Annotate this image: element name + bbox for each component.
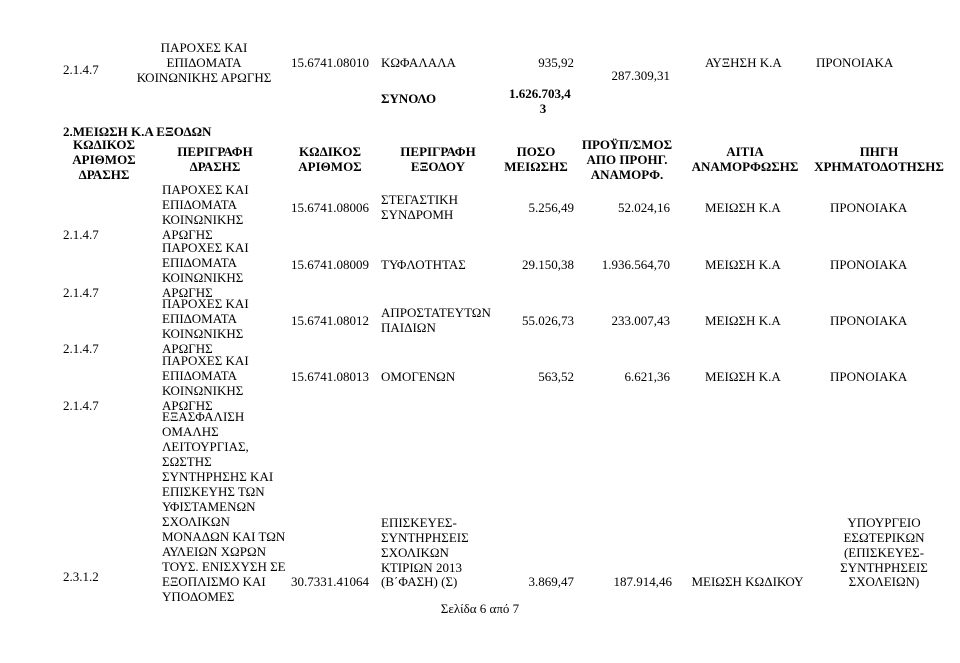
row-desc-line: ΠΑΡΟΧΕΣ ΚΑΙ <box>162 353 249 368</box>
row-desc-line: ΣΥΝΤΗΡΗΣΗΣ ΚΑΙ <box>162 469 274 484</box>
header-exp-code: ΚΩΔΙΚΟΣ <box>299 144 361 159</box>
row-exp-desc-line: ΣΧΟΛΙΚΩΝ <box>381 545 449 560</box>
row-amount: 55.026,73 <box>522 313 574 328</box>
row-exp-code: 15.6741.08012 <box>291 313 369 328</box>
top-row-exp-desc: ΚΩΦΑΛΑΛΑ <box>381 55 456 70</box>
top-row-desc-line: ΠΑΡΟΧΕΣ ΚΑΙ <box>160 40 248 55</box>
row-exp-desc-line: ΚΤΙΡΙΩΝ 2013 <box>381 560 462 575</box>
row-exp-desc-line: (Β΄ΦΑΣΗ) (Σ) <box>381 574 458 589</box>
row-code: 2.1.4.7 <box>63 398 99 413</box>
row-desc-line: ΚΟΙΝΩΝΙΚΗΣ <box>162 270 244 285</box>
row-desc-line: ΕΠΙΔΟΜΑΤΑ <box>162 255 237 270</box>
row-exp-desc-line: ΤΥΦΛΟΤΗΤΑΣ <box>381 257 466 272</box>
total-value-line: 3 <box>539 101 547 116</box>
row-source: ΠΡΟΝΟΙΑΚΑ <box>830 369 908 384</box>
header-exp-desc: ΕΞΟΔΟΥ <box>410 159 466 174</box>
header-budget: ΑΠΟ ΠΡΟΗΓ. <box>586 152 668 167</box>
row-amount: 3.869,47 <box>528 574 574 589</box>
row-desc-line: ΕΠΙΣΚΕΥΗΣ ΤΩΝ <box>162 484 265 499</box>
row-exp-desc-line: ΣΥΝΤΗΡΗΣΕΙΣ <box>381 530 469 545</box>
row-exp-desc-line: ΕΠΙΣΚΕΥΕΣ- <box>381 515 457 530</box>
total-value-line: 1.626.703,4 <box>509 86 571 101</box>
row-code: 2.1.4.7 <box>63 227 99 242</box>
row-source: ΠΡΟΝΟΙΑΚΑ <box>830 313 908 328</box>
row-desc-line: ΠΑΡΟΧΕΣ ΚΑΙ <box>162 240 249 255</box>
header-source: ΠΗΓΗ <box>859 144 899 159</box>
page-number: Σελίδα 6 από 7 <box>440 601 520 616</box>
row-exp-desc-line: ΟΜΟΓΕΝΩΝ <box>381 369 456 384</box>
row-desc-line: ΠΑΡΟΧΕΣ ΚΑΙ <box>162 182 249 197</box>
row-source-line: ΣΧΟΛΕΙΩΝ) <box>848 574 920 589</box>
row-code: 2.1.4.7 <box>63 285 99 300</box>
row-exp-desc-line: ΣΥΝΔΡΟΜΗ <box>381 207 454 222</box>
row-cause: ΜΕΙΩΣΗ Κ.Α <box>705 200 781 215</box>
row-desc-line: ΥΦΙΣΤΑΜΕΝΩΝ <box>162 499 256 514</box>
top-row-exp-code: 15.6741.08010 <box>291 55 369 70</box>
header-cause: ΑΙΤΙΑ <box>726 144 764 159</box>
header-budget: ΠΡΟΫΠ/ΣΜΟΣ <box>581 137 673 152</box>
header-source: ΧΡΗΜΑΤΟΔΟΤΗΣΗΣ <box>814 159 944 174</box>
row-desc-line: ΑΡΩΓΗΣ <box>162 285 213 300</box>
row-desc-line: ΥΠΟΔΟΜΕΣ <box>162 589 235 604</box>
header-amount: ΠΟΣΟ <box>516 144 556 159</box>
top-row-source: ΠΡΟΝΟΙΑΚΑ <box>816 55 894 70</box>
row-amount: 29.150,38 <box>522 257 574 272</box>
row-code: 2.1.4.7 <box>63 341 99 356</box>
header-desc: ΠΕΡΙΓΡΑΦΗ <box>177 144 253 159</box>
row-cause: ΜΕΙΩΣΗ ΚΩΔΙΚΟΥ <box>691 574 804 589</box>
row-desc-line: ΑΥΛΕΙΩΝ ΧΩΡΩΝ <box>162 544 266 559</box>
row-amount: 563,52 <box>538 369 574 384</box>
row-budget: 233.007,43 <box>611 313 670 328</box>
row-budget: 1.936.564,70 <box>601 257 670 272</box>
header-code: ΑΡΙΘΜΟΣ <box>72 152 136 167</box>
top-row-desc-line: ΚΟΙΝΩΝΙΚΗΣ ΑΡΩΓΗΣ <box>136 70 272 85</box>
row-source-line: ΥΠΟΥΡΓΕΙΟ <box>847 515 921 530</box>
top-row-amount: 935,92 <box>538 55 574 70</box>
row-source: ΠΡΟΝΟΙΑΚΑ <box>830 200 908 215</box>
row-desc-line: ΕΞΟΠΛΙΣΜΟ ΚΑΙ <box>162 574 266 589</box>
row-desc-line: ΤΟΥΣ. ΕΝΙΣΧΥΣΗ ΣΕ <box>162 559 286 574</box>
row-source: ΠΡΟΝΟΙΑΚΑ <box>830 257 908 272</box>
row-source-line: (ΕΠΙΣΚΕΥΕΣ- <box>843 545 925 560</box>
header-code: ΔΡΑΣΗΣ <box>78 167 130 182</box>
row-cause: ΜΕΙΩΣΗ Κ.Α <box>705 313 781 328</box>
row-budget: 52.024,16 <box>618 200 670 215</box>
top-row-desc-line: ΕΠΙΔΟΜΑΤΑ <box>166 55 242 70</box>
top-row-budget: 287.309,31 <box>611 68 670 83</box>
row-desc-line: ΠΑΡΟΧΕΣ ΚΑΙ <box>162 296 249 311</box>
header-amount: ΜΕΙΩΣΗΣ <box>504 159 568 174</box>
row-desc-line: ΑΡΩΓΗΣ <box>162 398 213 413</box>
row-budget: 187.914,46 <box>613 574 672 589</box>
row-cause: ΜΕΙΩΣΗ Κ.Α <box>705 257 781 272</box>
row-desc-line: ΕΠΙΔΟΜΑΤΑ <box>162 368 237 383</box>
row-desc-line: ΕΠΙΔΟΜΑΤΑ <box>162 311 237 326</box>
row-desc-line: ΣΧΟΛΙΚΩΝ <box>162 514 230 529</box>
row-exp-desc-line: ΣΤΕΓΑΣΤΙΚΗ <box>381 192 458 207</box>
section-title: 2.ΜΕΙΩΣΗ Κ.Α ΕΞΟΔΩΝ <box>63 124 212 139</box>
top-row-cause: ΑΥΞΗΣΗ Κ.Α <box>705 55 782 70</box>
row-exp-code: 30.7331.41064 <box>291 574 369 589</box>
header-exp-desc: ΠΕΡΙΓΡΑΦΗ <box>400 144 476 159</box>
header-cause: ΑΝΑΜΟΡΦΩΣΗΣ <box>691 159 799 174</box>
header-exp-code: ΑΡΙΘΜΟΣ <box>298 159 362 174</box>
row-desc-line: ΛΕΙΤΟΥΡΓΙΑΣ, <box>162 439 249 454</box>
row-source-line: ΣΥΝΤΗΡΗΣΕΙΣ <box>840 560 928 575</box>
row-amount: 5.256,49 <box>528 200 574 215</box>
row-desc-line: ΕΠΙΔΟΜΑΤΑ <box>162 197 237 212</box>
row-desc-line: ΚΟΙΝΩΝΙΚΗΣ <box>162 212 244 227</box>
row-exp-code: 15.6741.08013 <box>291 369 369 384</box>
row-desc-line: ΣΩΣΤΗΣ <box>162 454 212 469</box>
row-exp-code: 15.6741.08006 <box>291 200 369 215</box>
row-desc-line: ΕΞΑΣΦΑΛΙΣΗ <box>162 409 245 424</box>
row-desc-line: ΑΡΩΓΗΣ <box>162 227 213 242</box>
row-desc-line: ΜΟΝΑΔΩΝ ΚΑΙ ΤΩΝ <box>162 529 286 544</box>
row-desc-line: ΟΜΑΛΗΣ <box>162 424 219 439</box>
row-exp-desc-line: ΠΑΙΔΙΩΝ <box>381 320 436 335</box>
row-desc-line: ΚΟΙΝΩΝΙΚΗΣ <box>162 383 244 398</box>
row-desc-line: ΚΟΙΝΩΝΙΚΗΣ <box>162 326 244 341</box>
row-code: 2.3.1.2 <box>63 569 99 584</box>
row-source-line: ΕΣΩΤΕΡΙΚΩΝ <box>843 530 925 545</box>
top-row-code: 2.1.4.7 <box>63 62 99 77</box>
header-budget: ΑΝΑΜΟΡΦ. <box>590 167 664 182</box>
header-desc: ΔΡΑΣΗΣ <box>189 159 241 174</box>
total-label: ΣΥΝΟΛΟ <box>381 91 437 106</box>
row-desc-line: ΑΡΩΓΗΣ <box>162 341 213 356</box>
header-code: ΚΩΔΙΚΟΣ <box>73 137 135 152</box>
row-exp-desc-line: ΑΠΡΟΣΤΑΤΕΥΤΩΝ <box>381 305 491 320</box>
row-exp-code: 15.6741.08009 <box>291 257 369 272</box>
row-cause: ΜΕΙΩΣΗ Κ.Α <box>705 369 781 384</box>
row-budget: 6.621,36 <box>624 369 670 384</box>
